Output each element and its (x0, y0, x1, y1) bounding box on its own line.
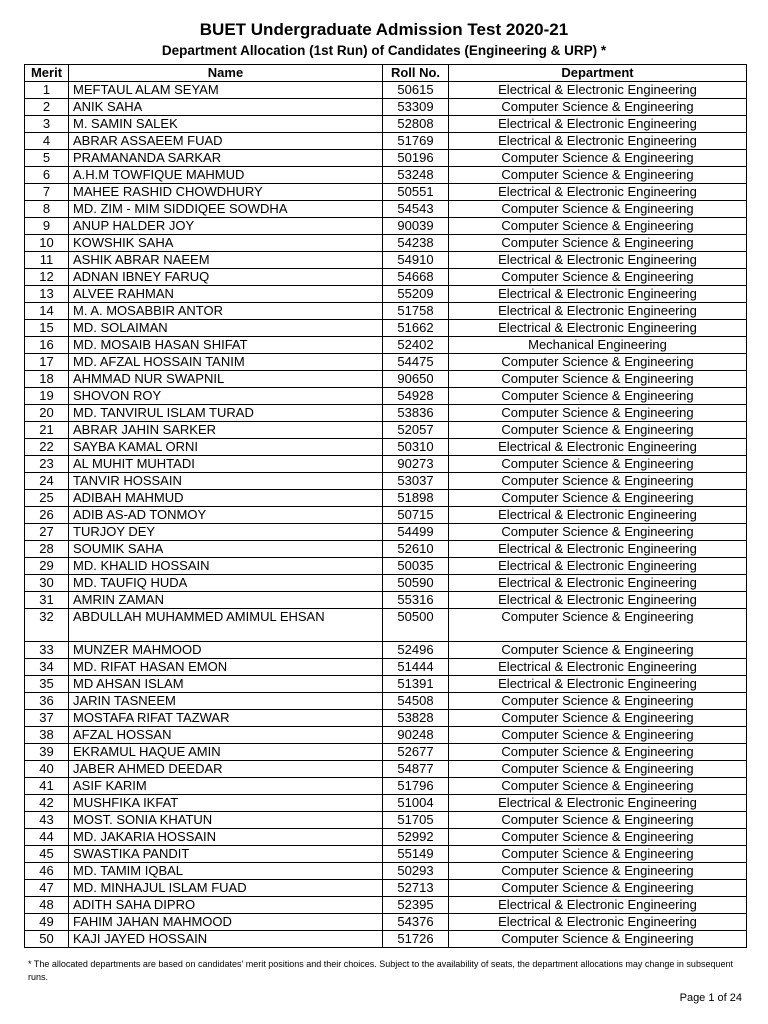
roll-cell: 50500 (383, 609, 449, 642)
name-cell: EKRAMUL HAQUE AMIN (69, 744, 383, 761)
name-cell: SWASTIKA PANDIT (69, 846, 383, 863)
department-cell: Computer Science & Engineering (449, 167, 747, 184)
roll-cell: 51004 (383, 795, 449, 812)
table-row (25, 727, 747, 744)
merit-cell: 37 (25, 710, 69, 727)
roll-cell: 54376 (383, 914, 449, 931)
name-cell: KOWSHIK SAHA (69, 235, 383, 252)
name-cell: MOST. SONIA KHATUN (69, 812, 383, 829)
name-cell: M. A. MOSABBIR ANTOR (69, 303, 383, 320)
name-cell: MD. ZIM - MIM SIDDIQEE SOWDHA (69, 201, 383, 218)
table-row (25, 150, 747, 167)
department-cell: Electrical & Electronic Engineering (449, 439, 747, 456)
department-cell: Electrical & Electronic Engineering (449, 82, 747, 99)
roll-cell: 55149 (383, 846, 449, 863)
name-cell: MD. MOSAIB HASAN SHIFAT (69, 337, 383, 354)
table-row (25, 184, 747, 201)
department-cell: Electrical & Electronic Engineering (449, 184, 747, 201)
table-row (25, 676, 747, 693)
name-cell: MEFTAUL ALAM SEYAM (69, 82, 383, 99)
name-cell: SHOVON ROY (69, 388, 383, 405)
roll-cell: 55209 (383, 286, 449, 303)
table-row (25, 337, 747, 354)
department-cell: Computer Science & Engineering (449, 269, 747, 286)
roll-cell: 90039 (383, 218, 449, 235)
department-cell: Computer Science & Engineering (449, 642, 747, 659)
name-cell: MD. JAKARIA HOSSAIN (69, 829, 383, 846)
department-cell: Electrical & Electronic Engineering (449, 795, 747, 812)
department-cell: Electrical & Electronic Engineering (449, 592, 747, 609)
merit-cell: 14 (25, 303, 69, 320)
merit-cell: 39 (25, 744, 69, 761)
merit-cell: 3 (25, 116, 69, 133)
name-cell: ABRAR ASSAEEM FUAD (69, 133, 383, 150)
roll-cell: 51758 (383, 303, 449, 320)
merit-cell: 42 (25, 795, 69, 812)
department-cell: Electrical & Electronic Engineering (449, 320, 747, 337)
name-cell: M. SAMIN SALEK (69, 116, 383, 133)
table-row (25, 456, 747, 473)
merit-cell: 23 (25, 456, 69, 473)
department-cell: Computer Science & Engineering (449, 744, 747, 761)
merit-cell: 43 (25, 812, 69, 829)
roll-cell: 53309 (383, 99, 449, 116)
department-cell: Computer Science & Engineering (449, 473, 747, 490)
department-cell: Computer Science & Engineering (449, 235, 747, 252)
department-cell: Computer Science & Engineering (449, 727, 747, 744)
roll-cell: 51391 (383, 676, 449, 693)
merit-cell: 45 (25, 846, 69, 863)
table-row (25, 761, 747, 778)
column-header-department: Department (449, 65, 747, 82)
merit-cell: 30 (25, 575, 69, 592)
merit-cell: 48 (25, 897, 69, 914)
department-cell: Electrical & Electronic Engineering (449, 133, 747, 150)
table-row (25, 846, 747, 863)
column-header-name: Name (69, 65, 383, 82)
roll-cell: 50615 (383, 82, 449, 99)
roll-cell: 90248 (383, 727, 449, 744)
department-cell: Computer Science & Engineering (449, 388, 747, 405)
name-cell: MD. AFZAL HOSSAIN TANIM (69, 354, 383, 371)
department-cell: Computer Science & Engineering (449, 218, 747, 235)
table-row (25, 524, 747, 541)
merit-cell: 20 (25, 405, 69, 422)
roll-cell: 54668 (383, 269, 449, 286)
department-cell: Computer Science & Engineering (449, 371, 747, 388)
table-row (25, 303, 747, 320)
department-cell: Electrical & Electronic Engineering (449, 897, 747, 914)
merit-cell: 13 (25, 286, 69, 303)
merit-cell: 46 (25, 863, 69, 880)
roll-cell: 51444 (383, 659, 449, 676)
table-row (25, 371, 747, 388)
department-cell: Computer Science & Engineering (449, 150, 747, 167)
name-cell: ADIBAH MAHMUD (69, 490, 383, 507)
roll-cell: 51769 (383, 133, 449, 150)
merit-cell: 24 (25, 473, 69, 490)
merit-cell: 41 (25, 778, 69, 795)
merit-cell: 12 (25, 269, 69, 286)
name-cell: ADNAN IBNEY FARUQ (69, 269, 383, 286)
merit-cell: 25 (25, 490, 69, 507)
name-cell: MD. SOLAIMAN (69, 320, 383, 337)
roll-cell: 52808 (383, 116, 449, 133)
name-cell: MD. TANVIRUL ISLAM TURAD (69, 405, 383, 422)
merit-cell: 44 (25, 829, 69, 846)
department-cell: Computer Science & Engineering (449, 524, 747, 541)
merit-cell: 33 (25, 642, 69, 659)
merit-cell: 28 (25, 541, 69, 558)
table-row (25, 778, 747, 795)
roll-cell: 50590 (383, 575, 449, 592)
table-row (25, 320, 747, 337)
department-cell: Electrical & Electronic Engineering (449, 303, 747, 320)
roll-cell: 54238 (383, 235, 449, 252)
page-number: Page 1 of 24 (679, 992, 742, 1004)
table-row (25, 354, 747, 371)
department-cell: Computer Science & Engineering (449, 778, 747, 795)
department-cell: Computer Science & Engineering (449, 456, 747, 473)
merit-cell: 16 (25, 337, 69, 354)
roll-cell: 50293 (383, 863, 449, 880)
roll-cell: 90650 (383, 371, 449, 388)
name-cell: ASHIK ABRAR NAEEM (69, 252, 383, 269)
table-row (25, 167, 747, 184)
name-cell: ADIB AS-AD TONMOY (69, 507, 383, 524)
table-row (25, 201, 747, 218)
name-cell: ANIK SAHA (69, 99, 383, 116)
department-cell: Mechanical Engineering (449, 337, 747, 354)
merit-cell: 36 (25, 693, 69, 710)
name-cell: A.H.M TOWFIQUE MAHMUD (69, 167, 383, 184)
merit-cell: 5 (25, 150, 69, 167)
name-cell: MAHEE RASHID CHOWDHURY (69, 184, 383, 201)
roll-cell: 51726 (383, 931, 449, 948)
name-cell: ABRAR JAHIN SARKER (69, 422, 383, 439)
name-cell: MUNZER MAHMOOD (69, 642, 383, 659)
table-row (25, 507, 747, 524)
roll-cell: 52496 (383, 642, 449, 659)
roll-cell: 52677 (383, 744, 449, 761)
name-cell: MUSHFIKA IKFAT (69, 795, 383, 812)
merit-cell: 29 (25, 558, 69, 575)
name-cell: PRAMANANDA SARKAR (69, 150, 383, 167)
merit-cell: 47 (25, 880, 69, 897)
table-row (25, 439, 747, 456)
name-cell: AL MUHIT MUHTADI (69, 456, 383, 473)
merit-cell: 32 (25, 609, 69, 642)
document-title: BUET Undergraduate Admission Test 2020-21 (199, 20, 569, 39)
table-row (25, 609, 747, 642)
roll-cell: 55316 (383, 592, 449, 609)
department-cell: Electrical & Electronic Engineering (449, 659, 747, 676)
department-cell: Electrical & Electronic Engineering (449, 507, 747, 524)
table-row (25, 914, 747, 931)
department-cell: Computer Science & Engineering (449, 422, 747, 439)
department-cell: Electrical & Electronic Engineering (449, 914, 747, 931)
table-row (25, 388, 747, 405)
department-cell: Electrical & Electronic Engineering (449, 252, 747, 269)
table-row (25, 880, 747, 897)
table-row (25, 575, 747, 592)
table-row (25, 897, 747, 914)
name-cell: JABER AHMED DEEDAR (69, 761, 383, 778)
table-row (25, 218, 747, 235)
department-cell: Electrical & Electronic Engineering (449, 541, 747, 558)
roll-cell: 90273 (383, 456, 449, 473)
merit-cell: 34 (25, 659, 69, 676)
merit-cell: 35 (25, 676, 69, 693)
name-cell: MD. RIFAT HASAN EMON (69, 659, 383, 676)
table-row (25, 133, 747, 150)
name-cell: KAJI JAYED HOSSAIN (69, 931, 383, 948)
column-header-roll: Roll No. (383, 65, 449, 82)
department-cell: Computer Science & Engineering (449, 863, 747, 880)
table-row (25, 82, 747, 99)
table-row (25, 269, 747, 286)
department-cell: Computer Science & Engineering (449, 710, 747, 727)
merit-cell: 2 (25, 99, 69, 116)
merit-cell: 1 (25, 82, 69, 99)
table-row (25, 116, 747, 133)
merit-cell: 19 (25, 388, 69, 405)
merit-cell: 38 (25, 727, 69, 744)
merit-cell: 40 (25, 761, 69, 778)
roll-cell: 51796 (383, 778, 449, 795)
table-row (25, 405, 747, 422)
department-cell: Computer Science & Engineering (449, 609, 747, 642)
name-cell: AHMMAD NUR SWAPNIL (69, 371, 383, 388)
department-cell: Electrical & Electronic Engineering (449, 676, 747, 693)
merit-cell: 26 (25, 507, 69, 524)
merit-cell: 10 (25, 235, 69, 252)
name-cell: TURJOY DEY (69, 524, 383, 541)
department-cell: Computer Science & Engineering (449, 354, 747, 371)
roll-cell: 51662 (383, 320, 449, 337)
table-row (25, 541, 747, 558)
table-row (25, 286, 747, 303)
department-cell: Electrical & Electronic Engineering (449, 575, 747, 592)
roll-cell: 52402 (383, 337, 449, 354)
merit-cell: 49 (25, 914, 69, 931)
department-cell: Computer Science & Engineering (449, 812, 747, 829)
department-cell: Computer Science & Engineering (449, 846, 747, 863)
name-cell: MD. MINHAJUL ISLAM FUAD (69, 880, 383, 897)
table-row (25, 252, 747, 269)
merit-cell: 11 (25, 252, 69, 269)
name-cell: SAYBA KAMAL ORNI (69, 439, 383, 456)
merit-cell: 50 (25, 931, 69, 948)
allocation-table (24, 64, 747, 948)
department-cell: Computer Science & Engineering (449, 201, 747, 218)
department-cell: Computer Science & Engineering (449, 931, 747, 948)
roll-cell: 53836 (383, 405, 449, 422)
roll-cell: 50715 (383, 507, 449, 524)
table-row (25, 235, 747, 252)
department-cell: Computer Science & Engineering (449, 405, 747, 422)
table-header-row (25, 65, 747, 82)
department-cell: Electrical & Electronic Engineering (449, 116, 747, 133)
merit-cell: 31 (25, 592, 69, 609)
document-subtitle: Department Allocation (1st Run) of Candidates (Engineering & URP) * (161, 43, 607, 58)
table-row (25, 642, 747, 659)
table-body (25, 82, 747, 948)
roll-cell: 54877 (383, 761, 449, 778)
roll-cell: 50310 (383, 439, 449, 456)
name-cell: SOUMIK SAHA (69, 541, 383, 558)
department-cell: Computer Science & Engineering (449, 829, 747, 846)
roll-cell: 54475 (383, 354, 449, 371)
table-row (25, 931, 747, 948)
column-header-merit: Merit (25, 65, 69, 82)
merit-cell: 22 (25, 439, 69, 456)
roll-cell: 54928 (383, 388, 449, 405)
name-cell: ANUP HALDER JOY (69, 218, 383, 235)
merit-cell: 18 (25, 371, 69, 388)
merit-cell: 17 (25, 354, 69, 371)
merit-cell: 8 (25, 201, 69, 218)
name-cell: ABDULLAH MUHAMMED AMIMUL EHSAN (69, 609, 383, 642)
name-cell: MD. TAMIM IQBAL (69, 863, 383, 880)
footnote: * The allocated departments are based on candidates' merit positions and their choices. Subject to the availability of seats, the department allocations may change in subsequent runs. (28, 959, 733, 982)
department-cell: Computer Science & Engineering (449, 99, 747, 116)
table-row (25, 829, 747, 846)
name-cell: TANVIR HOSSAIN (69, 473, 383, 490)
roll-cell: 50196 (383, 150, 449, 167)
name-cell: FAHIM JAHAN MAHMOOD (69, 914, 383, 931)
roll-cell: 50035 (383, 558, 449, 575)
table-row (25, 558, 747, 575)
name-cell: MD AHSAN ISLAM (69, 676, 383, 693)
roll-cell: 54543 (383, 201, 449, 218)
roll-cell: 51898 (383, 490, 449, 507)
department-cell: Computer Science & Engineering (449, 693, 747, 710)
table-row (25, 795, 747, 812)
table-row (25, 812, 747, 829)
table-row (25, 422, 747, 439)
table-row (25, 99, 747, 116)
table-row (25, 592, 747, 609)
roll-cell: 54910 (383, 252, 449, 269)
name-cell: AMRIN ZAMAN (69, 592, 383, 609)
merit-cell: 21 (25, 422, 69, 439)
name-cell: MOSTAFA RIFAT TAZWAR (69, 710, 383, 727)
roll-cell: 52713 (383, 880, 449, 897)
roll-cell: 54508 (383, 693, 449, 710)
name-cell: AFZAL HOSSAN (69, 727, 383, 744)
merit-cell: 7 (25, 184, 69, 201)
roll-cell: 53248 (383, 167, 449, 184)
roll-cell: 52057 (383, 422, 449, 439)
roll-cell: 53037 (383, 473, 449, 490)
name-cell: ASIF KARIM (69, 778, 383, 795)
roll-cell: 52610 (383, 541, 449, 558)
department-cell: Computer Science & Engineering (449, 880, 747, 897)
table-row (25, 744, 747, 761)
name-cell: JARIN TASNEEM (69, 693, 383, 710)
merit-cell: 15 (25, 320, 69, 337)
department-cell: Electrical & Electronic Engineering (449, 286, 747, 303)
table-row (25, 863, 747, 880)
merit-cell: 4 (25, 133, 69, 150)
roll-cell: 52395 (383, 897, 449, 914)
roll-cell: 50551 (383, 184, 449, 201)
roll-cell: 51705 (383, 812, 449, 829)
name-cell: ADITH SAHA DIPRO (69, 897, 383, 914)
table-row (25, 473, 747, 490)
name-cell: ALVEE RAHMAN (69, 286, 383, 303)
table-row (25, 693, 747, 710)
table-row (25, 710, 747, 727)
table-row (25, 659, 747, 676)
roll-cell: 53828 (383, 710, 449, 727)
name-cell: MD. TAUFIQ HUDA (69, 575, 383, 592)
roll-cell: 52992 (383, 829, 449, 846)
merit-cell: 9 (25, 218, 69, 235)
table-row (25, 490, 747, 507)
name-cell: MD. KHALID HOSSAIN (69, 558, 383, 575)
merit-cell: 6 (25, 167, 69, 184)
department-cell: Computer Science & Engineering (449, 490, 747, 507)
department-cell: Electrical & Electronic Engineering (449, 558, 747, 575)
roll-cell: 54499 (383, 524, 449, 541)
department-cell: Computer Science & Engineering (449, 761, 747, 778)
merit-cell: 27 (25, 524, 69, 541)
